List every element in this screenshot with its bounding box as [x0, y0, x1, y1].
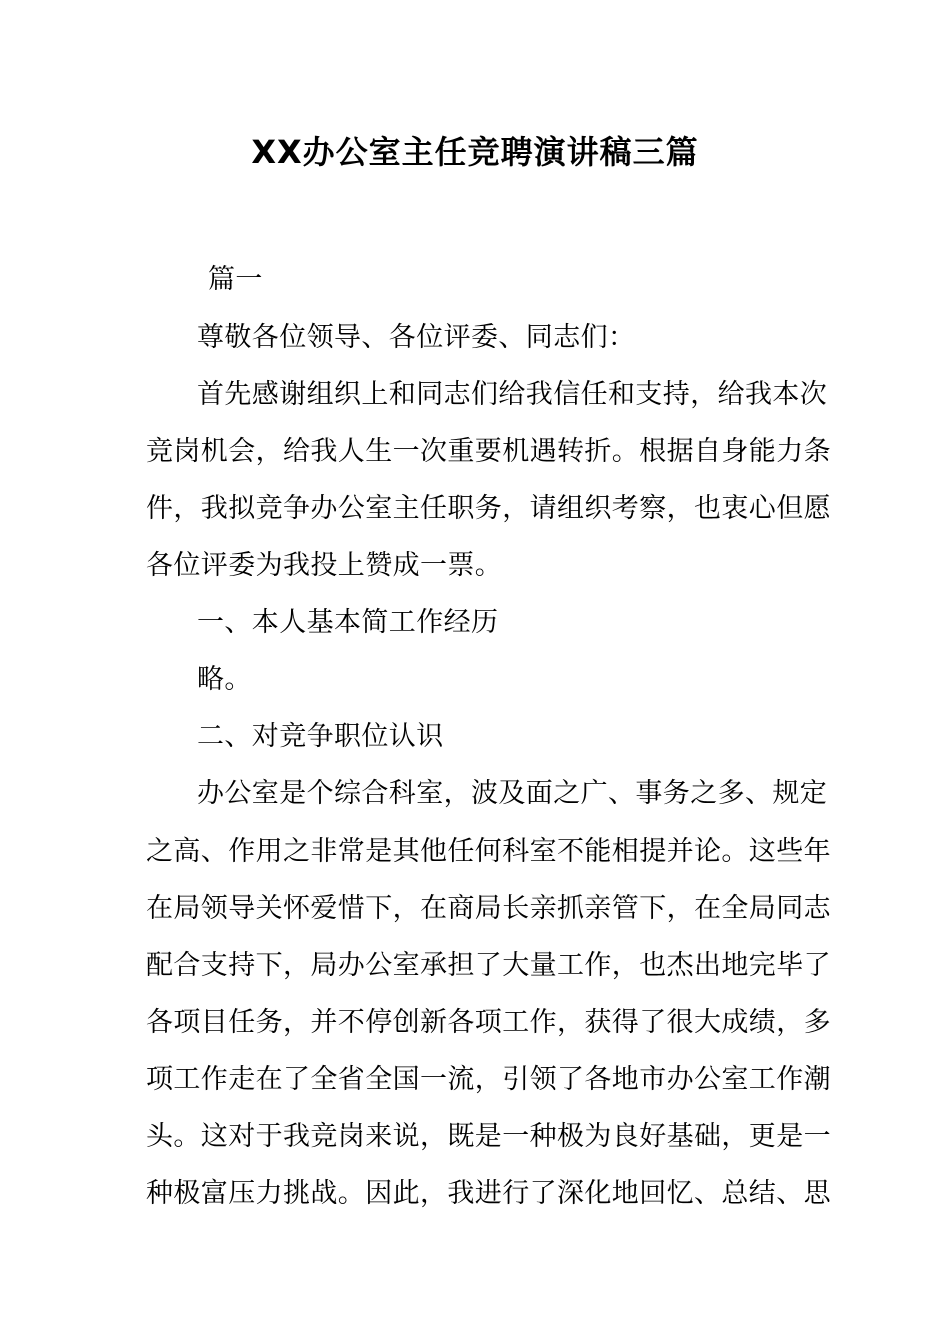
- paragraph-line: 各位评委为我投上赞成一票。: [146, 550, 503, 581]
- section-heading-part-one: 篇一: [208, 264, 263, 295]
- paragraph-line: 首先感谢组织上和同志们给我信任和支持，给我本次: [197, 379, 828, 410]
- paragraph-line: 项工作走在了全省全国一流，引领了各地市办公室工作潮: [146, 1064, 831, 1095]
- section-heading: 一、本人基本简工作经历: [197, 607, 499, 638]
- paragraph-line: 办公室是个综合科室，波及面之广、事务之多、规定: [197, 778, 828, 809]
- paragraph-line: 件，我拟竞争办公室主任职务，请组织考察，也衷心但愿: [146, 493, 831, 524]
- paragraph-line: 配合支持下，局办公室承担了大量工作，也杰出地完毕了: [146, 950, 831, 981]
- paragraph-line: 在局领导关怀爱惜下，在商局长亲抓亲管下，在全局同志: [146, 893, 831, 924]
- document-title: XX办公室主任竞聘演讲稿三篇: [251, 133, 699, 171]
- salutation: 尊敬各位领导、各位评委、同志们：: [197, 322, 636, 353]
- paragraph-line: 略。: [197, 664, 252, 695]
- paragraph-line: 头。这对于我竞岗来说，既是一种极为良好基础，更是一: [146, 1121, 831, 1152]
- paragraph-line: 各项目任务，并不停创新各项工作，获得了很大成绩，多: [146, 1007, 831, 1038]
- paragraph-line: 之高、作用之非常是其他任何科室不能相提并论。这些年: [146, 836, 831, 867]
- section-heading: 二、对竞争职位认识: [197, 721, 444, 752]
- paragraph-line: 竞岗机会，给我人生一次重要机遇转折。根据自身能力条: [146, 436, 831, 467]
- paragraph-line: 种极富压力挑战。因此，我进行了深化地回忆、总结、思: [146, 1178, 831, 1209]
